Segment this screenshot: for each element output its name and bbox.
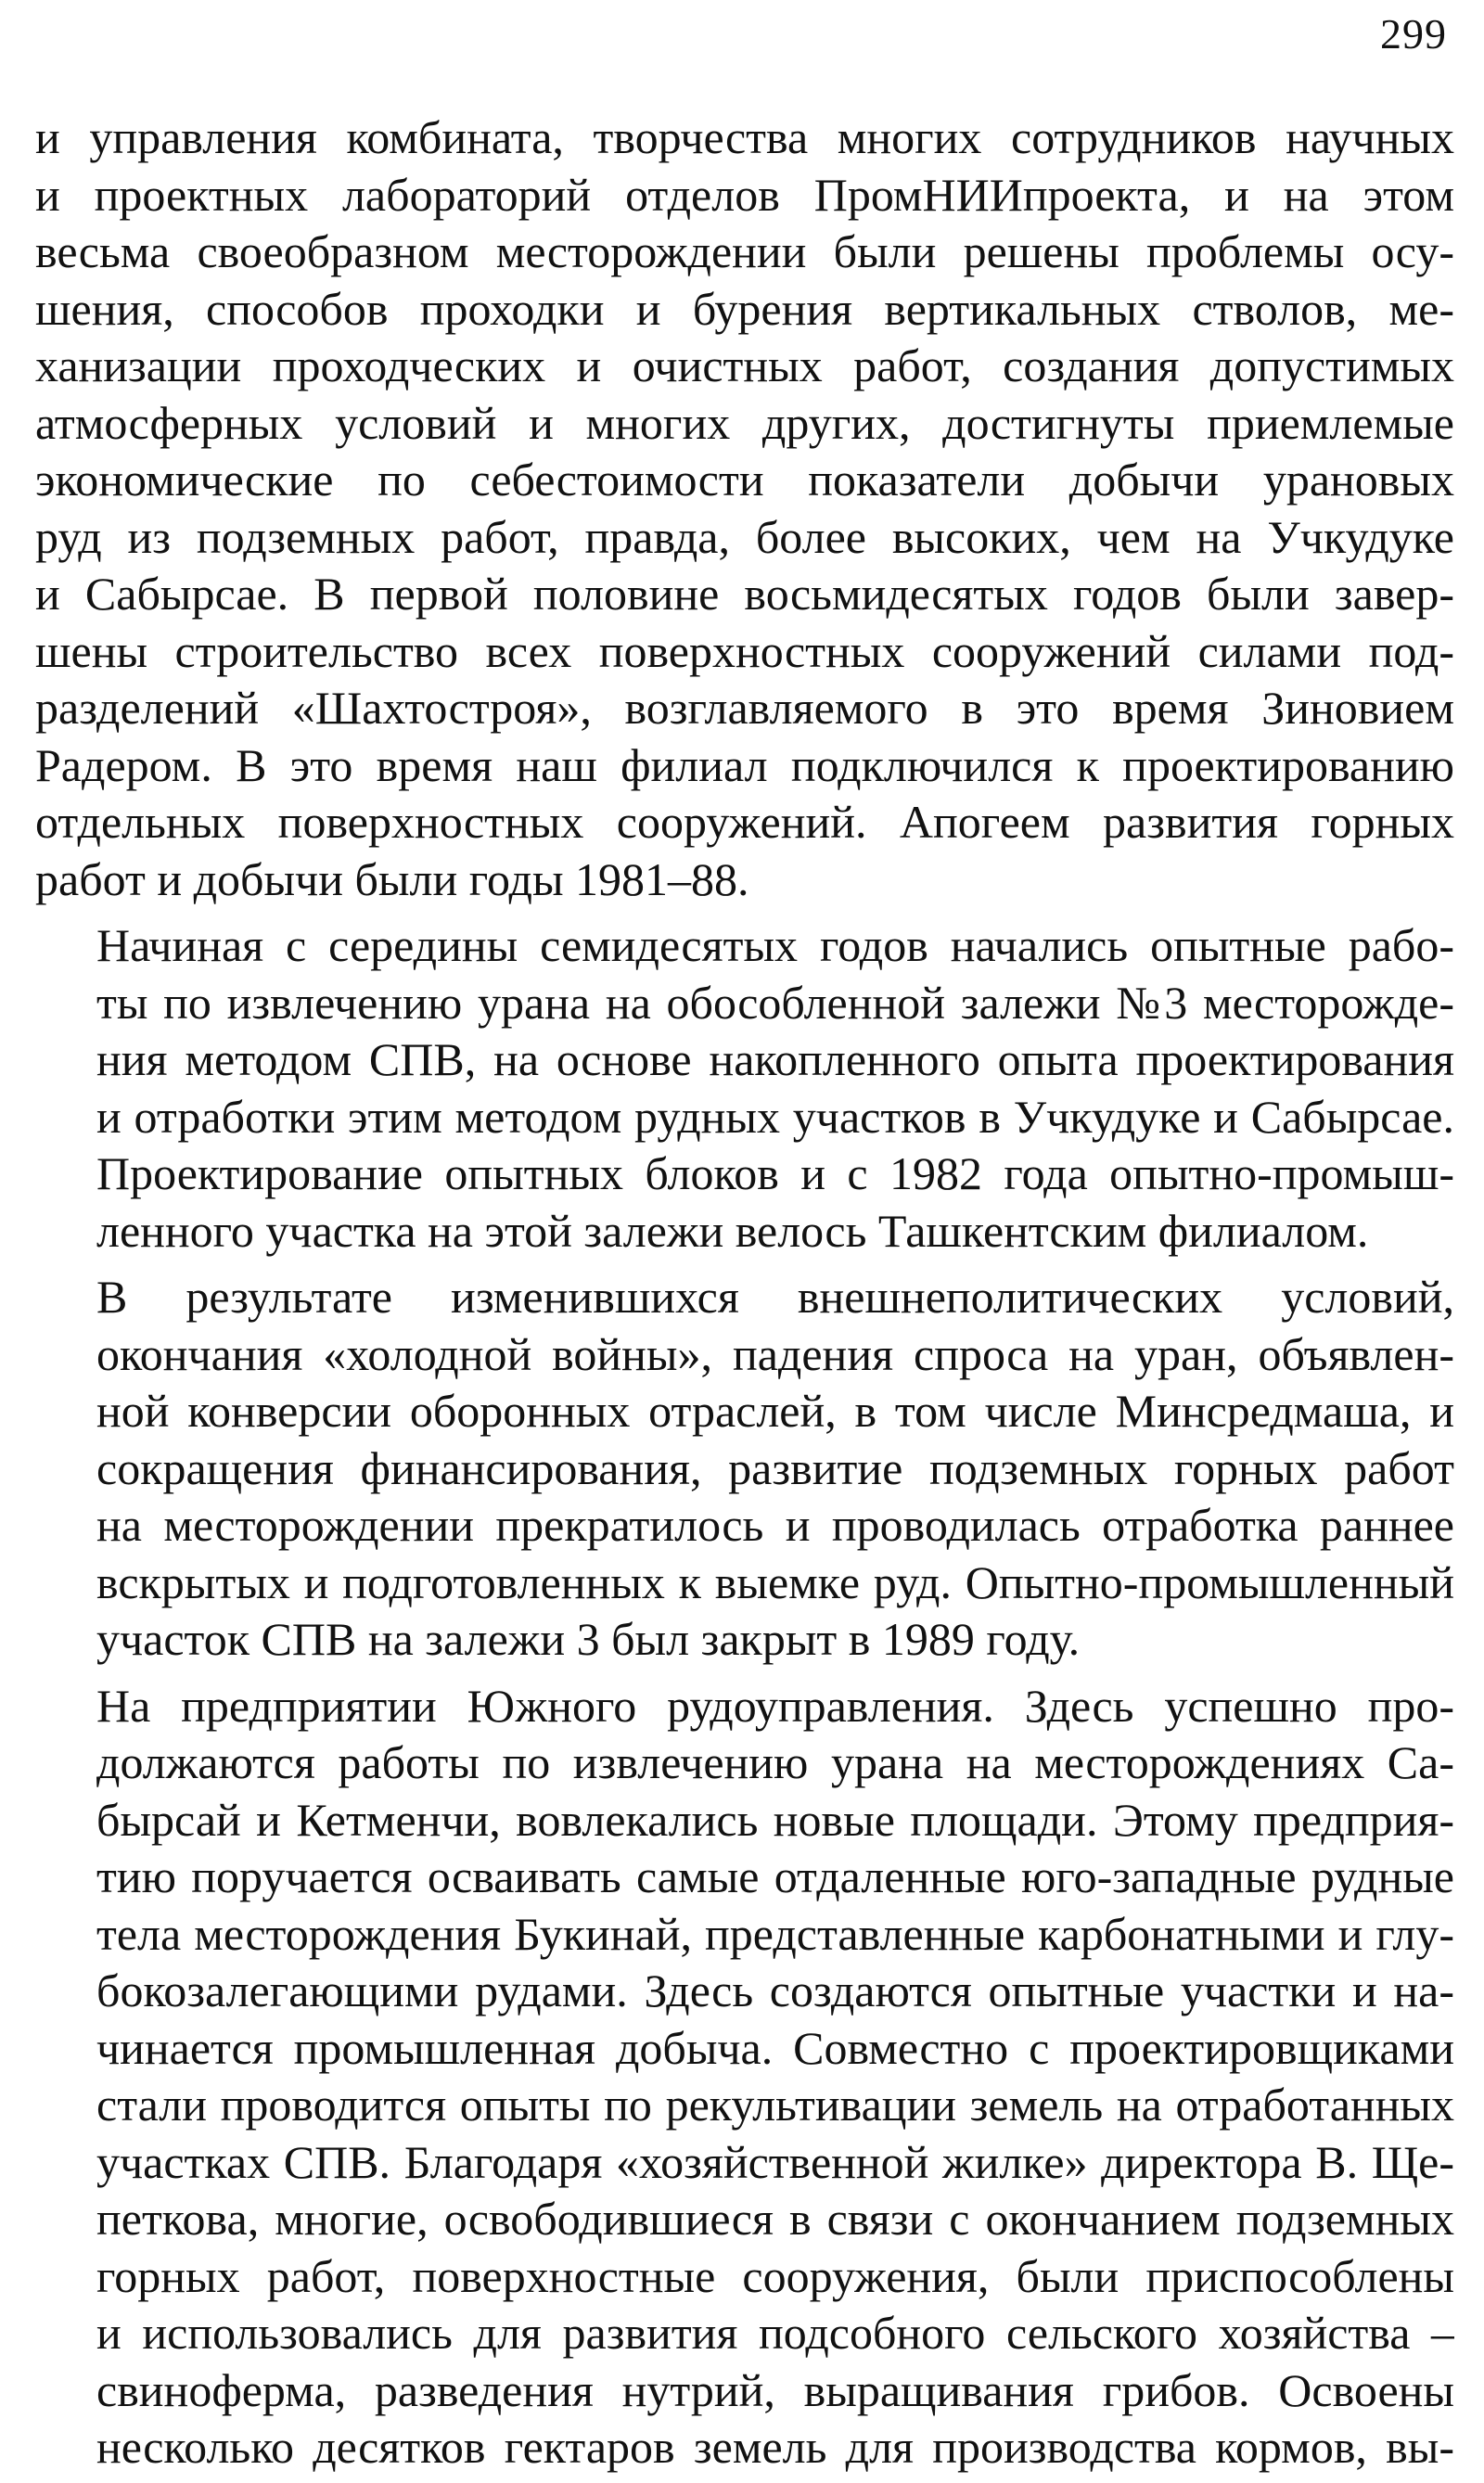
text-line: участок СПВ на залежи 3 был закрыт в 1989 году. xyxy=(96,1613,1081,1665)
text-line: стали проводится опыты по рекультивации земель на отработанных xyxy=(96,2079,1454,2131)
text-line: весьма своеобразном месторождении были решены проблемы осу- xyxy=(35,225,1454,277)
text-line: и Сабырсае. В первой половине восьмидесятых годов были завер- xyxy=(35,568,1454,620)
text-line: бырсай и Кетменчи, вовлекались новые площади. Этому предприя- xyxy=(96,1793,1454,1846)
text-line: тела месторождения Букинай, представленные карбонатными и глу- xyxy=(96,1907,1454,1960)
paragraph xyxy=(35,917,1454,1260)
text-line: разделений «Шахтостроя», возглавляемого в это время Зиновием xyxy=(35,682,1454,734)
text-line: и управления комбината, творчества многих сотрудников научных xyxy=(35,111,1454,163)
text-line: Радером. В это время наш филиал подключился к проектированию xyxy=(35,738,1454,791)
text-line: экономические по себестоимости показатели добычи урановых xyxy=(35,454,1454,506)
text-line: должаются работы по извлечению урана на месторождениях Са- xyxy=(96,1736,1454,1788)
text-line: сокращения финансирования, развитие подземных горных работ xyxy=(96,1441,1454,1494)
text-line: чинается промышленная добыча. Совместно с проектировщиками xyxy=(96,2021,1454,2074)
text-line: В результате изменившихся внешнеполитических условий, xyxy=(96,1271,1454,1323)
text-line: Начиная с середины семидесятых годов начались опытные рабо- xyxy=(96,919,1454,971)
text-line: ния методом СПВ, на основе накопленного опыта проектирования xyxy=(96,1033,1454,1085)
text-body xyxy=(35,109,1454,2477)
text-line: ханизации проходческих и очистных работ, создания допустимых xyxy=(35,339,1454,391)
paragraph xyxy=(35,109,1454,908)
text-line: атмосферных условий и многих других, достигнуты приемлемые xyxy=(35,396,1454,449)
text-line: и проектных лабораторий отделов ПромНИИпроекта, и на этом xyxy=(35,168,1454,221)
text-line: вскрытых и подготовленных к выемке руд. Опытно-промышленный xyxy=(96,1555,1454,1608)
text-line: участках СПВ. Благодаря «хозяйственной жилке» директора В. Ще- xyxy=(96,2135,1454,2188)
text-line: Проектирование опытных блоков и с 1982 года опытно-промыш- xyxy=(96,1147,1454,1199)
text-line: тию поручается осваивать самые отдаленные юго-западные рудные xyxy=(96,1850,1454,1902)
paragraph xyxy=(35,1269,1454,1669)
paragraph xyxy=(35,1678,1454,2477)
text-line: работ и добычи были годы 1981–88. xyxy=(35,852,749,905)
text-line: ленного участка на этой залежи велось Ташкентским филиалом. xyxy=(96,1204,1369,1257)
text-line: ты по извлечению урана на обособленной залежи №3 месторожде- xyxy=(96,976,1454,1029)
text-line: горных работ, поверхностные сооружения, были приспособлены xyxy=(96,2249,1454,2302)
text-line: На предприятии Южного рудоуправления. Здесь успешно про- xyxy=(96,1679,1454,1732)
text-line: отдельных поверхностных сооружений. Апогеем развития горных xyxy=(35,796,1454,848)
text-line: ной конверсии оборонных отраслей, в том числе Минсредмаша, и xyxy=(96,1385,1454,1437)
text-line: шены строительство всех поверхностных сооружений силами под- xyxy=(35,624,1454,677)
page-number: 299 xyxy=(1380,10,1447,58)
text-line: несколько десятков гектаров земель для производства кормов, вы- xyxy=(96,2421,1454,2473)
text-line: окончания «холодной войны», падения спроса на уран, объявлен- xyxy=(96,1327,1454,1380)
text-line: шения, способов проходки и бурения вертикальных стволов, ме- xyxy=(35,282,1454,335)
text-line: петкова, многие, освободившиеся в связи с окончанием подземных xyxy=(96,2193,1454,2245)
text-line: бокозалегающими рудами. Здесь создаются опытные участки и на- xyxy=(96,1965,1454,2016)
text-line: и отработки этим методом рудных участков в Учкудуке и Сабырсае. xyxy=(96,1090,1454,1143)
text-line: свиноферма, разведения нутрий, выращивания грибов. Освоены xyxy=(96,2363,1454,2416)
text-line: и использовались для развития подсобного сельского хозяйства – xyxy=(96,2307,1454,2359)
text-line: руд из подземных работ, правда, более высоких, чем на Учкудуке xyxy=(35,510,1454,563)
text-line: на месторождении прекратилось и проводилась отработка раннее xyxy=(96,1499,1454,1551)
